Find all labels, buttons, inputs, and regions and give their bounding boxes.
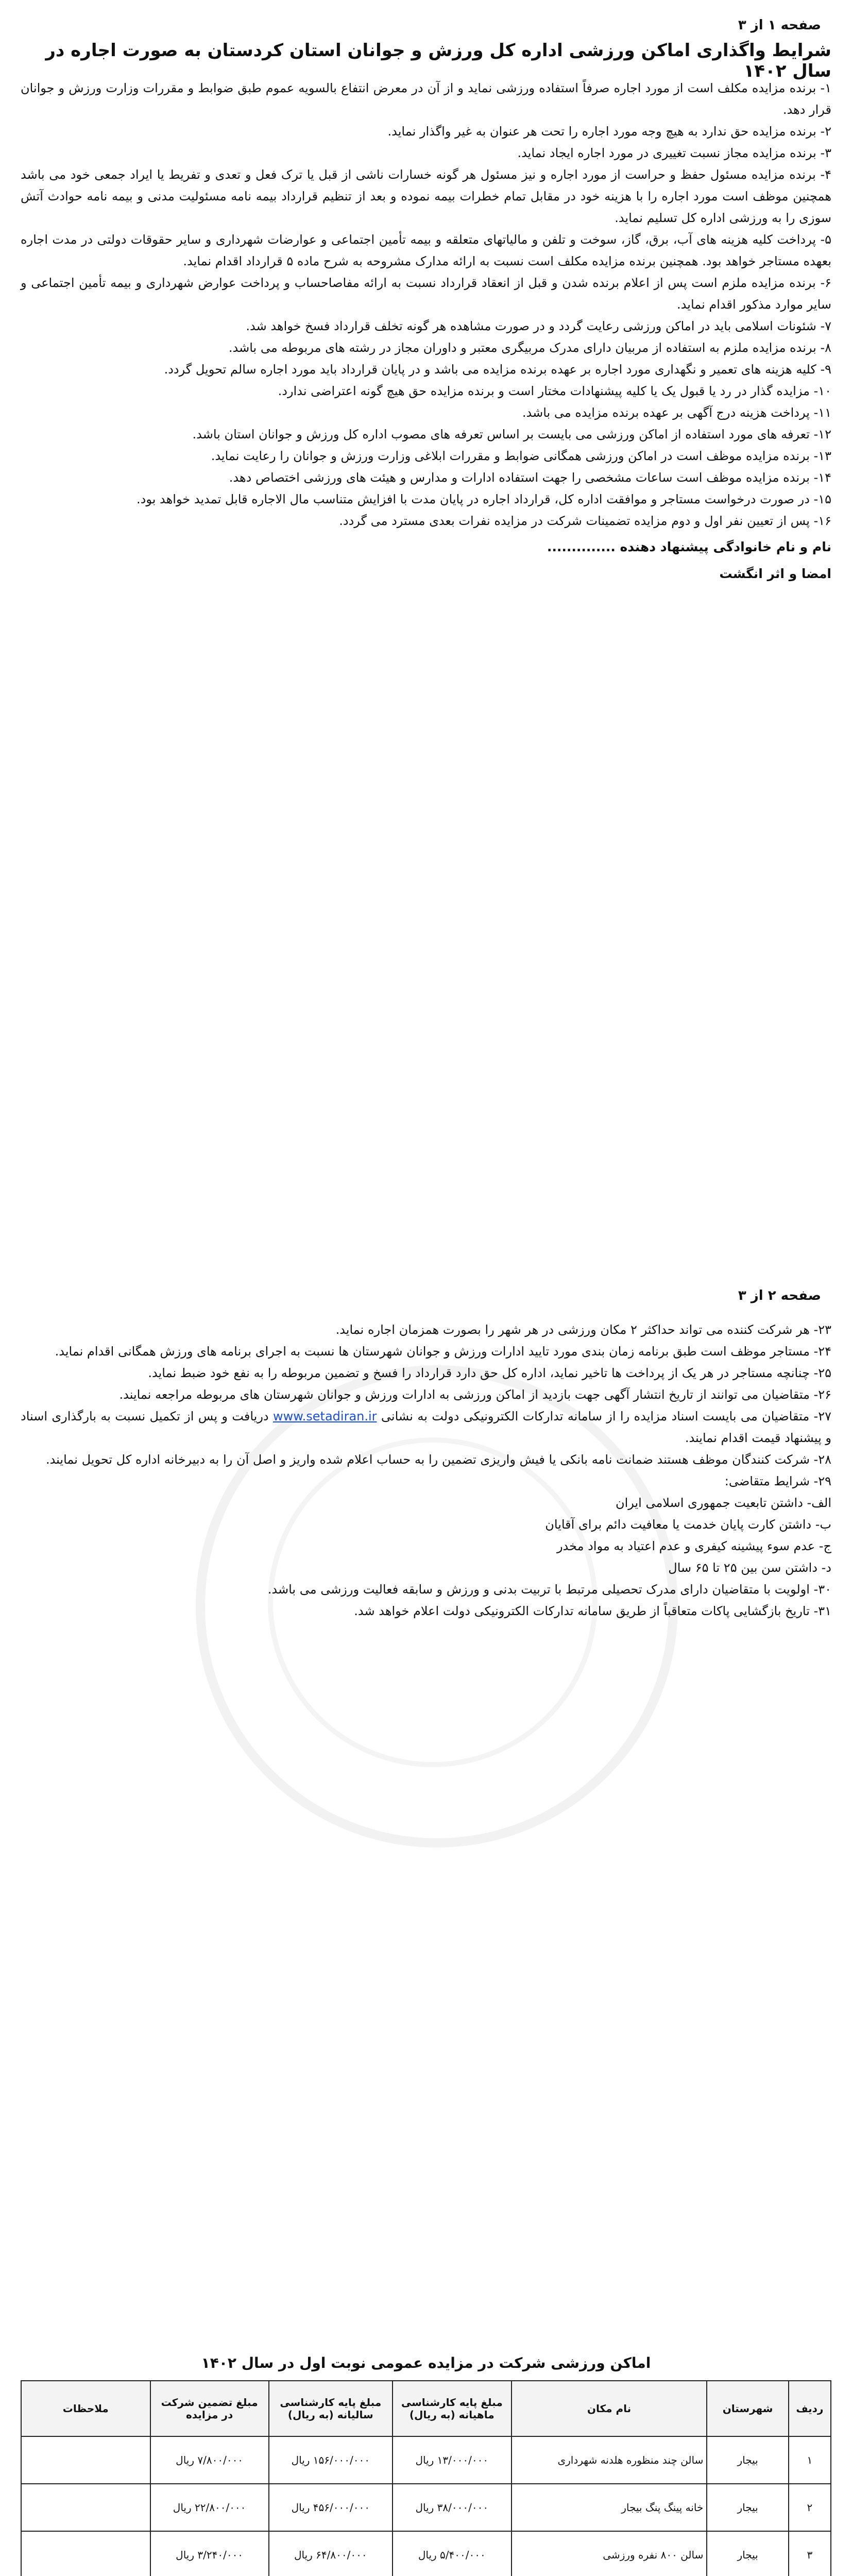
column-header: ملاحظات	[21, 2381, 150, 2436]
table-header-row	[21, 2381, 831, 2436]
clause-list	[21, 1319, 831, 1622]
clause: ۱۶- پس از تعیین نفر اول و دوم مزایده تضمینات شرکت در مزایده نفرات بعدی مسترد می گردد.	[339, 514, 831, 528]
column-header: مبلغ پایه کارشناسی ماهیانه (به ریال)	[393, 2381, 512, 2436]
table-row	[21, 2484, 831, 2531]
clause: ۲۵- چنانچه مستاجر در هر یک از پرداخت ها تاخیر نماید، اداره کل حق دارد قرارداد را فسخ و تضمین مربوطه را به نفع خود ضبط نماید.	[148, 1366, 831, 1380]
notes-cell	[21, 2531, 150, 2576]
clause: ۱۴- برنده مزایده موظف است ساعات مشخصی را جهت استفاده ادارات و مدارس و هیئت های ورزشی اختصاص دهد.	[229, 470, 831, 485]
monthly-price-cell: ۱۳/۰۰۰/۰۰۰ ریال	[393, 2436, 512, 2484]
clause	[21, 1405, 831, 1449]
clause: ۹- کلیه هزینه های تعمیر و نگهداری مورد اجاره بر عهده برنده مزایده می باشد و در پایان قرارداد باید مورد اجاره سالم تحویل گردد.	[164, 362, 831, 377]
guarantee-cell: ۳/۲۴۰/۰۰۰ ریال	[150, 2531, 269, 2576]
clause: د- داشتن سن بین ۲۵ تا ۶۵ سال	[668, 1561, 831, 1575]
signature-name-line: نام و نام خانوادگی پیشنهاد دهنده ..............	[547, 539, 831, 554]
clause: ۱۱- پرداخت هزینه درج آگهی بر عهده برنده مزایده می باشد.	[522, 405, 831, 420]
clause-text: ۲۷- متقاضیان می بایست اسناد مزایده را از سامانه تدارکات الکترونیکی دولت به نشانی	[381, 1409, 831, 1423]
city-cell: بیجار	[707, 2484, 788, 2531]
clause: ۱۰- مزایده گذار در رد یا قبول یک یا کلیه پیشنهادات مختار است و برنده مزایده حق هیچ گونه اعتراضی ندارد.	[278, 384, 831, 398]
clause-text: دریافت و پس از تکمیل نسبت به بارگذاری اسناد و پیشنهاد قیمت اقدام نمایند.	[21, 1409, 831, 1445]
page-two	[0, 1288, 852, 2576]
row-number: ۱	[789, 2436, 831, 2484]
clause: ۵- پرداخت کلیه هزینه های آب، برق، گاز، سوخت و تلفن و مالیاتهای متعلقه و بیمه تأمین اجتماعی و عوارضات شهرداری و سایر حقوقات دولتی در مدت اجاره بعهده مستاجر خواهد بود. همچنین برنده مزایده مکلف است نسبت به ارائه مدارک مشروحه به شرح ماده ۵ قرارداد اقدام نماید.	[21, 232, 831, 268]
clause: ۱۲- تعرفه های مورد استفاده از اماکن ورزشی می بایست بر اساس تعرفه های مصوب اداره کل ورزش و جوانان استان باشد.	[192, 427, 831, 442]
column-header: شهرستان	[707, 2381, 788, 2436]
venue-name-cell: سالن چند منظوره هلدنه شهرداری	[512, 2436, 707, 2484]
page-one	[0, 0, 852, 1123]
table-body	[21, 2436, 831, 2576]
guarantee-cell: ۲۲/۸۰۰/۰۰۰ ریال	[150, 2484, 269, 2531]
row-number: ۳	[789, 2531, 831, 2576]
table-title: اماکن ورزشی شرکت در مزایده عمومی نوبت اول در سال ۱۴۰۲	[201, 2354, 651, 2371]
venue-name-cell: سالن ۸۰۰ نفره ورزشی	[512, 2531, 707, 2576]
auction-table	[21, 2380, 831, 2576]
yearly-price-cell: ۴۵۶/۰۰۰/۰۰۰ ریال	[269, 2484, 393, 2531]
clause: الف- داشتن تابعیت جمهوری اسلامی ایران	[615, 1496, 831, 1510]
clause: ۲۳- هر شرکت کننده می تواند حداکثر ۲ مکان ورزشی در هر شهر را بصورت همزمان اجاره نماید.	[335, 1323, 831, 1337]
setadiran-link[interactable]: www.setadiran.ir	[272, 1409, 377, 1423]
notes-cell	[21, 2484, 150, 2531]
clause: ۷- شئونات اسلامی باید در اماکن ورزشی رعایت گردد و در صورت مشاهده هر گونه تخلف قرارداد فسخ خواهد شد.	[246, 319, 831, 333]
guarantee-cell: ۷/۸۰۰/۰۰۰ ریال	[150, 2436, 269, 2484]
clause: ۱۵- در صورت درخواست مستاجر و موافقت اداره کل، قرارداد اجاره در پایان مدت با افزایش متناسب مال الاجاره قابل تمدید خواهد بود.	[137, 492, 831, 506]
column-header: ردیف	[789, 2381, 831, 2436]
clause: ب- داشتن کارت پایان خدمت یا معافیت دائم برای آقایان	[545, 1517, 831, 1532]
clause: ۳۰- اولویت با متقاضیان دارای مدرک تحصیلی مرتبط با تربیت بدنی و ورزش و سابقه فعالیت ورزشی می باشد.	[267, 1582, 831, 1597]
clause: ۲۴- مستاجر موظف است طبق برنامه زمان بندی مورد تایید ادارات ورزش و جوانان شهرستان ها نسبت به اجرای برنامه های ورزش همگانی اقدام نماید.	[55, 1344, 831, 1359]
signature-stamp-line: امضا و اثر انگشت	[719, 566, 831, 581]
yearly-price-cell: ۱۵۶/۰۰۰/۰۰۰ ریال	[269, 2436, 393, 2484]
clause: ۴- برنده مزایده مسئول حفظ و حراست از مورد اجاره و نیز مسئول هر گونه خسارات ناشی از قبل یا ترک فعل و تعدی و تفریط یا ایراد جمعی خود می باشد همچنین موظف است مورد اجاره را با هزینه خود در مقابل تمام خطرات بیمه نموده و بعد از تنظیم قرارداد بیمه نامه مسئولیت مدنی و بیمه نامه حوادث آتش سوزی را به ورزشی اداره کل تسلیم نماید.	[21, 167, 831, 225]
monthly-price-cell: ۳۸/۰۰۰/۰۰۰ ریال	[393, 2484, 512, 2531]
clause: ۱- برنده مزایده مکلف است از مورد اجاره صرفاً استفاده ورزشی نماید و از آن در معرض انتفاع بالسویه عموم طبق ضوابط و مقررات وزارت ورزش و جوانان قرار دهد.	[21, 81, 831, 117]
monthly-price-cell: ۵/۴۰۰/۰۰۰ ریال	[393, 2531, 512, 2576]
city-cell: بیجار	[707, 2531, 788, 2576]
clause: ۲۶- متقاضیان می توانند از تاریخ انتشار آگهی جهت بازدید از اماکن ورزشی به ادارات ورزش و جوانان شهرستان های مربوطه مراجعه نمایند.	[119, 1387, 831, 1402]
page-number: صفحه ۱ از ۳	[738, 18, 821, 33]
document-title: شرایط واگذاری اماکن ورزشی اداره کل ورزش و جوانان استان کردستان به صورت اجاره در سال ۱۴۰۲	[45, 40, 831, 81]
city-cell: بیجار	[707, 2436, 788, 2484]
clause: ۲- برنده مزایده حق ندارد به هیچ وجه مورد اجاره را تحت هر عنوان به غیر واگذار نماید.	[387, 124, 831, 139]
clause: ۲۹- شرایط متقاضی:	[724, 1474, 831, 1488]
clause: ۶- برنده مزایده ملزم است پس از اعلام برنده شدن و قبل از انعقاد قرارداد نسبت به ارائه مفاصاحساب و پرداخت عوارض شهرداری و بیمه تأمین اجتماعی و سایر موارد مذکور اقدام نماید.	[21, 276, 831, 312]
clause: ۳- برنده مزایده مجاز نسبت تغییری در مورد اجاره ایجاد نماید.	[517, 146, 831, 160]
table-row	[21, 2436, 831, 2484]
column-header: مبلغ تضمین شرکت در مزایده	[150, 2381, 269, 2436]
page-number: صفحه ۲ از ۳	[738, 1288, 821, 1303]
column-header: نام مکان	[512, 2381, 707, 2436]
clause: ۳۱- تاریخ بازگشایی پاکات متعاقباً از طریق سامانه تدارکات الکترونیکی دولت اعلام خواهد شد.	[354, 1604, 831, 1618]
column-header: مبلغ پایه کارشناسی سالیانه (به ریال)	[269, 2381, 393, 2436]
venue-name-cell: خانه پینگ پنگ بیجار	[512, 2484, 707, 2531]
clause: ۸- برنده مزایده ملزم به استفاده از مربیان دارای مدرک مربیگری معتبر و داوران مجاز در رشته های مربوطه می باشد.	[228, 341, 831, 355]
clause: ۲۸- شرکت کنندگان موظف هستند ضمانت نامه بانکی یا فیش واریزی تضمین را به حساب اعلام شده واریز و اصل آن را به دبیرخانه اداره کل تحویل نمایند.	[45, 1452, 831, 1467]
row-number: ۲	[789, 2484, 831, 2531]
yearly-price-cell: ۶۴/۸۰۰/۰۰۰ ریال	[269, 2531, 393, 2576]
notes-cell	[21, 2436, 150, 2484]
clause-list	[21, 77, 831, 585]
table-row	[21, 2531, 831, 2576]
clause: ج- عدم سوء پیشینه کیفری و عدم اعتیاد به مواد مخدر	[556, 1539, 831, 1553]
clause: ۱۳- برنده مزایده موظف است در اماکن ورزشی همگانی ضوابط و مقررات ابلاغی وزارت ورزش و جوانان را رعایت نماید.	[211, 449, 831, 463]
